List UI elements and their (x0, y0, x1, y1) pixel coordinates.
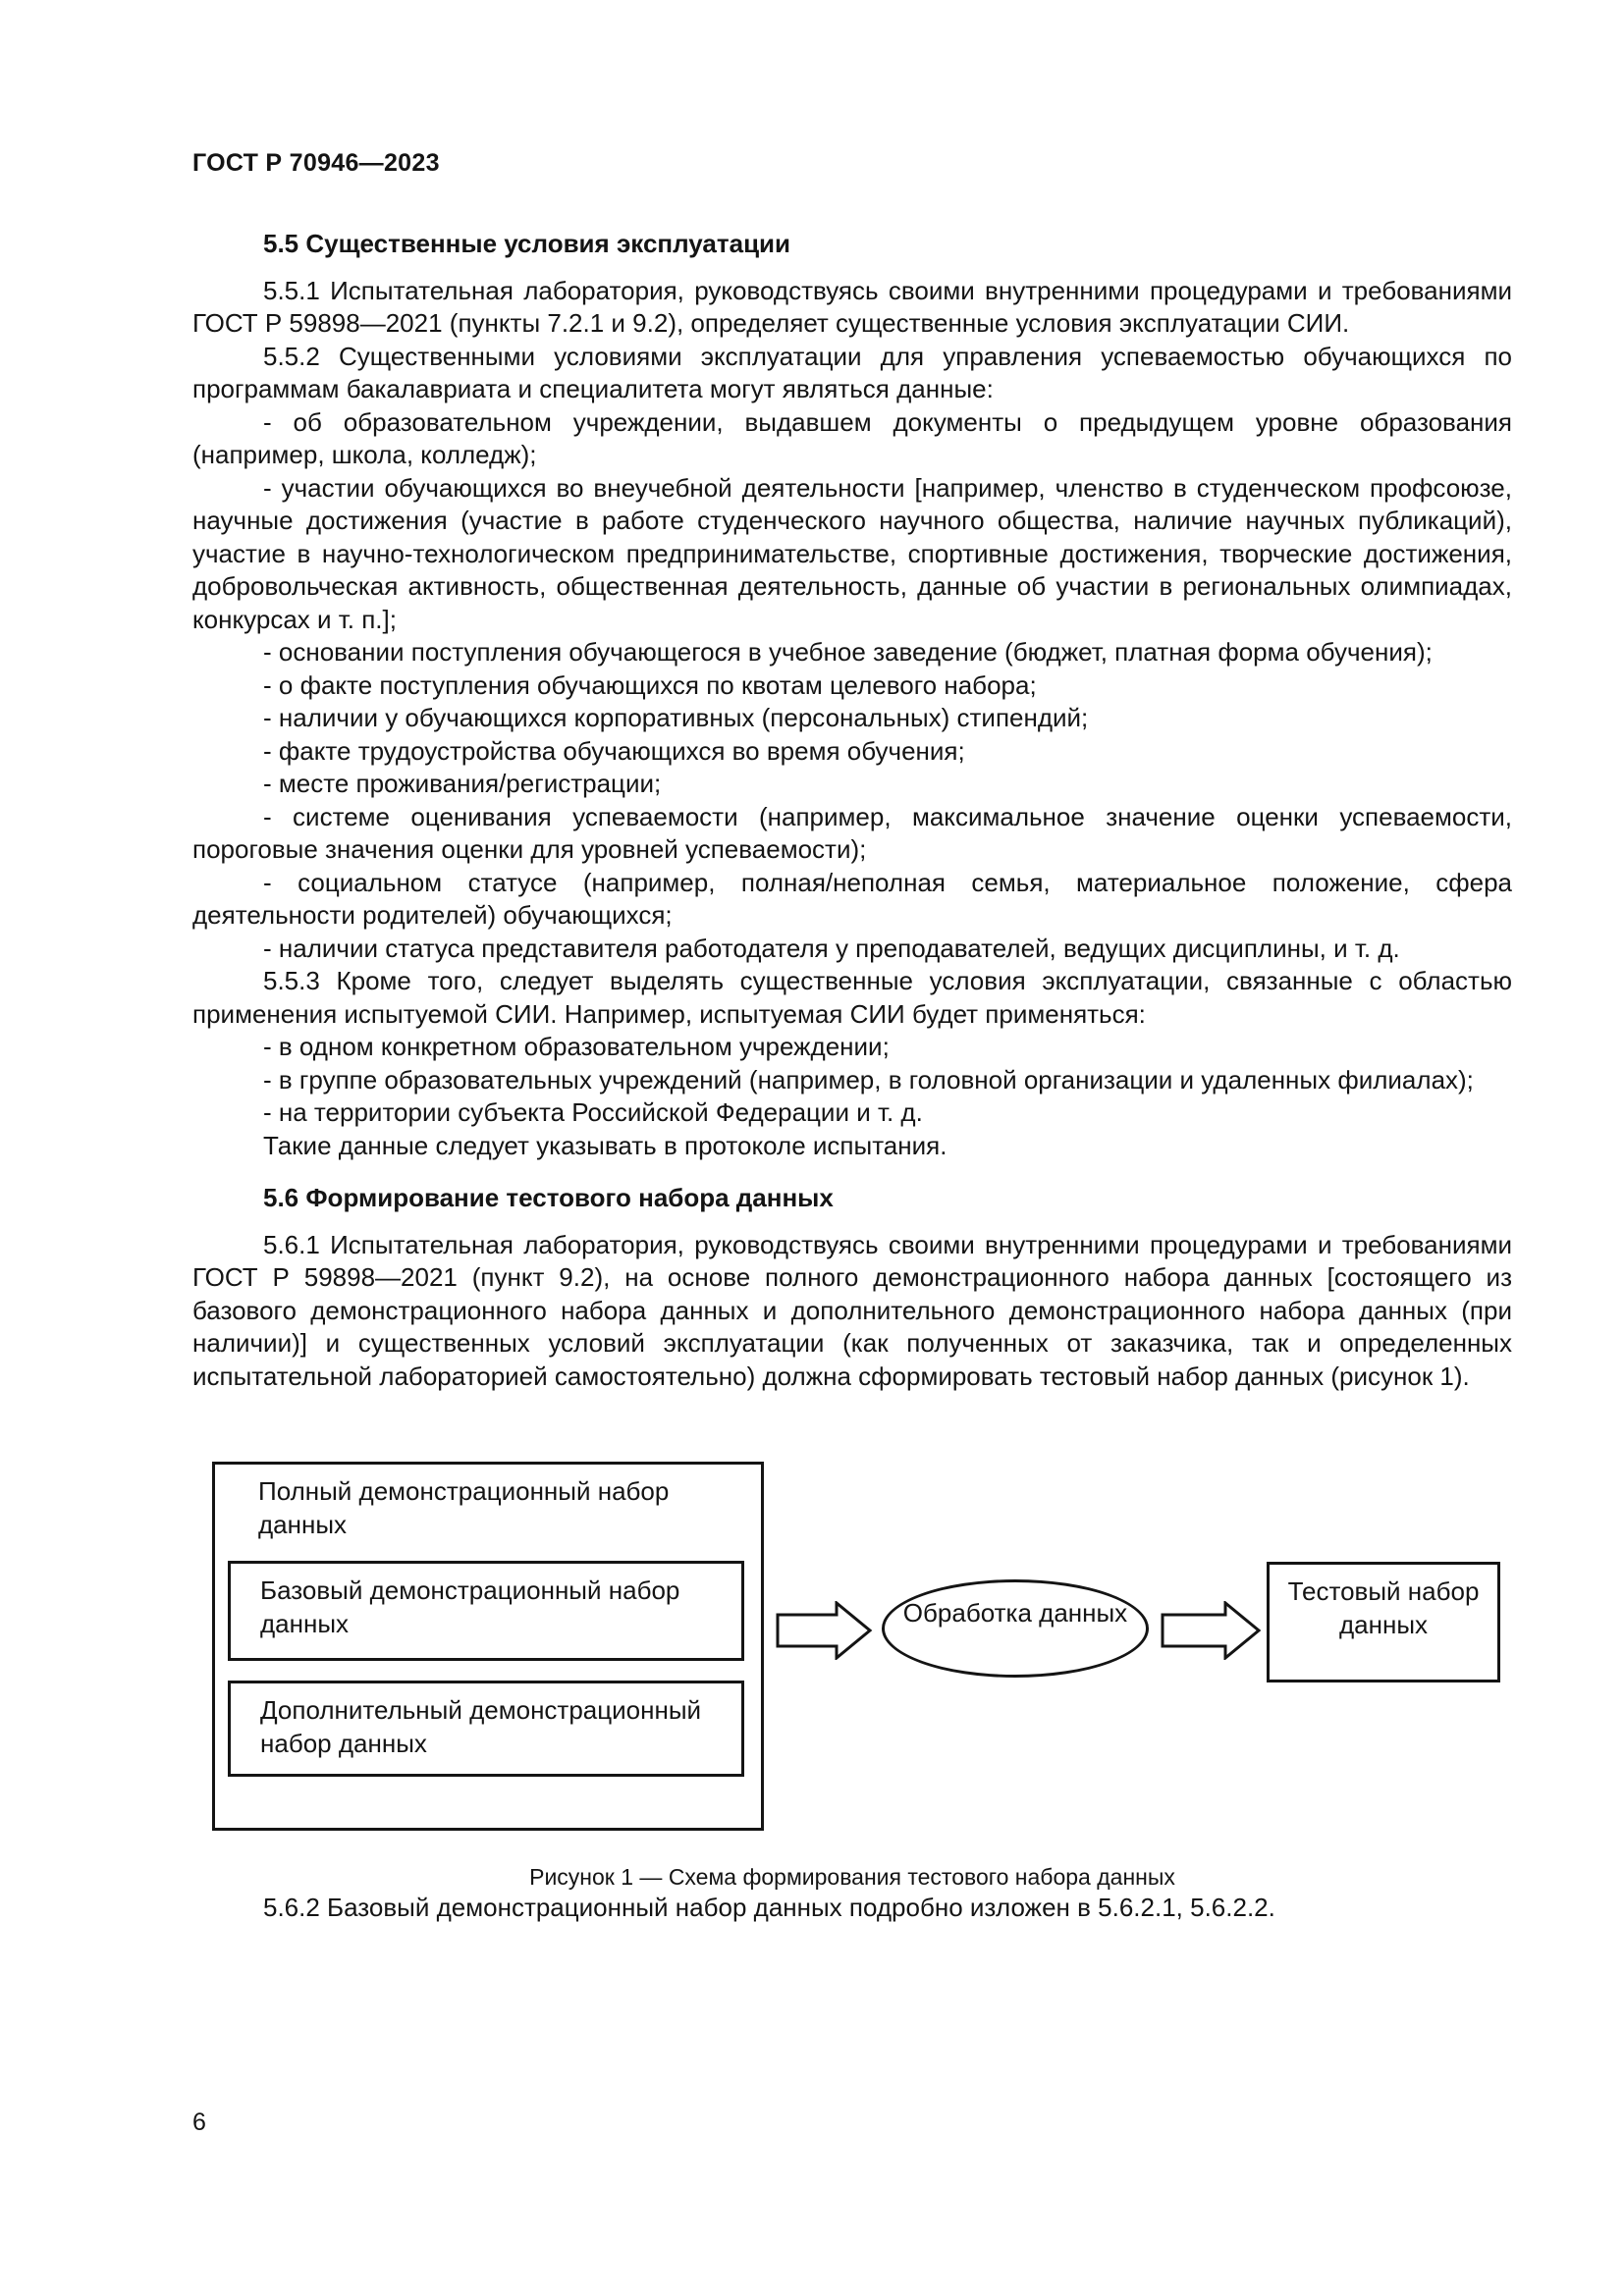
list-item: - в одном конкретном образовательном учреждении; (263, 1032, 890, 1061)
document-code: ГОСТ Р 70946—2023 (192, 149, 440, 177)
list-item: - наличии у обучающихся корпоративных (персональных) стипендий; (263, 703, 1089, 732)
full-demo-dataset-box (212, 1462, 764, 1831)
additional-demo-dataset-label: Дополнительный демонстрационный набор данных (260, 1695, 702, 1758)
data-processing-label: Обработка данных (902, 1598, 1128, 1628)
block-arrow-right-icon (776, 1601, 874, 1660)
paragraph-5-6-2: 5.6.2 Базовый демонстрационный набор данных подробно изложен в 5.6.2.1, 5.6.2.2. (263, 1893, 1275, 1922)
page-number: 6 (192, 2109, 206, 2136)
paragraph-5-5-2: 5.5.2 Существенными условиями эксплуатации для управления успеваемостью обучающихся по программам бакалавриата и специалитета могут являться данные: (192, 341, 1512, 403)
list-item: - системе оценивания успеваемости (например, максимальное значение оценки успеваемости, пороговые значения оценки для уровней успеваемости); (192, 801, 1512, 864)
list-item: - об образовательном учреждении, выдавшем документы о предыдущем уровне образования (например, школа, колледж); (192, 406, 1512, 469)
list-item: - наличии статуса представителя работодателя у преподавателей, ведущих дисциплины, и т. д. (263, 933, 1400, 963)
base-demo-dataset-label: Базовый демонстрационный набор данных (260, 1575, 680, 1638)
section-heading-5-6: 5.6 Формирование тестового набора данных (263, 1183, 834, 1212)
test-dataset-box (1267, 1562, 1500, 1682)
test-dataset-label: Тестовый набор данных (1287, 1576, 1480, 1639)
list-item: - участии обучающихся во внеучебной деятельности [например, членство в студенческом профсоюзе, научные достижения (участие в работе студенческого научного общества, наличие научных публикаций), участие в научно-технологическом предпринимательстве, спортивные достижения, творческие достижения, добровольческая активность, общественная деятельность, данные об участии в региональных олимпиадах, конкурсах и т. п.]; (192, 472, 1512, 634)
paragraph-5-5-3: 5.5.3 Кроме того, следует выделять существенные условия эксплуатации, связанные с областью применения испытуемой СИИ. Например, испытуемая СИИ будет применяться: (192, 966, 1512, 1029)
paragraph-5-5-1: 5.5.1 Испытательная лаборатория, руководствуясь своими внутренними процедурами и требованиями ГОСТ Р 59898—2021 (пункты 7.2.1 и 9.2), определяет существенные условия эксплуатации СИИ. (192, 275, 1512, 338)
list-item: - социальном статусе (например, полная/неполная семья, материальное положение, сфера деятельности родителей) обучающихся; (192, 867, 1512, 930)
list-item: - основании поступления обучающегося в учебное заведение (бюджет, платная форма обучения); (263, 637, 1433, 667)
list-item: - факте трудоустройства обучающихся во время обучения; (263, 735, 965, 766)
list-item: - месте проживания/регистрации; (263, 769, 662, 798)
list-item: - в группе образовательных учреждений (например, в головной организации и удаленных филиалах); (263, 1064, 1474, 1095)
paragraph-5-6-1: 5.6.1 Испытательная лаборатория, руководствуясь своими внутренними процедурами и требованиями ГОСТ Р 59898—2021 (пункт 9.2), на основе полного демонстрационного набора данных [состоящего из базового демонстрационного набора данных и дополнительного демонстрационного набора данных (при наличии)] и существенных условий эксплуатации (как полученных от заказчика, так и определенных испытательной лабораторией самостоятельно) должна сформировать тестовый набор данных (рисунок 1). (192, 1229, 1512, 1391)
section-heading-5-5: 5.5 Существенные условия эксплуатации (263, 229, 791, 258)
base-demo-dataset-box (228, 1561, 744, 1661)
list-item: - о факте поступления обучающихся по квотам целевого набора; (263, 669, 1037, 700)
paragraph-protocol-note: Такие данные следует указывать в протоколе испытания. (263, 1130, 947, 1160)
data-processing-ellipse (882, 1579, 1149, 1678)
full-demo-dataset-label: Полный демонстрационный набор данных (258, 1476, 670, 1539)
block-arrow-right-icon (1161, 1601, 1263, 1660)
list-item: - на территории субъекта Российской Федерации и т. д. (263, 1097, 923, 1127)
figure-1-diagram (192, 1462, 1512, 1844)
figure-caption: Рисунок 1 — Схема формирования тестового набора данных (529, 1864, 1175, 1890)
page-content (192, 228, 1512, 1925)
additional-demo-dataset-box (228, 1681, 744, 1777)
